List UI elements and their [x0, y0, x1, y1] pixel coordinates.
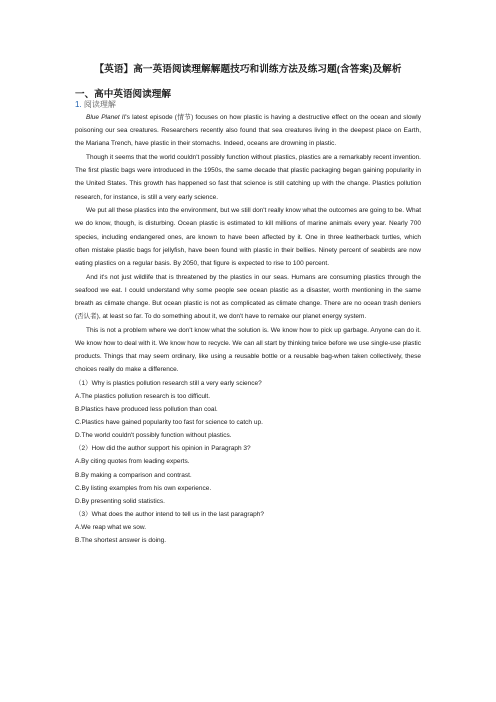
question-1-option-c: C.Plastics have gained popularity too fast for science to catch up.	[75, 418, 263, 426]
question-3-option-a: A.We reap what we sow.	[75, 524, 147, 532]
passage-paragraph-3: We put all these plastics into the environment, but we still don't really know what the outcomes are going to be. What we do know, though, is disturbing. Ocean plastic is estimated to kill millions of marine animals every year. Nearly 700 species, including endangered ones, are known to have been affected by it. One in three leatherback turtles, which often mistake plastic bags for jellyfish, have been found with plastic in their bellies. Ninety percent of seabirds are now eating plastics on a regular basis. By 2050, that figure is expected to rise to 100 percent.	[75, 207, 421, 267]
question-1-option-a: A.The plastics pollution research is too difficult.	[75, 392, 211, 400]
passage-paragraph-5: This is not a problem where we don't know what the solution is. We know how to pick up garbage. Anyone can do it. We know how to deal with it. We know how to recycle. We can all start by thinking twice before we use single-use plastic products. Things that may seem ordinary, like using a reusable bottle or a reusable bag-when taken collectively, these choices really do make a difference.	[75, 326, 421, 374]
question-2-stem: （2）How did the author support his opinion in Paragraph 3?	[75, 445, 251, 453]
question-1-stem: （1）Why is plastics pollution research still a very early science?	[75, 379, 262, 387]
subsection-heading	[75, 99, 116, 110]
subsection-number: 1.	[75, 100, 82, 109]
document-title: 【英语】高一英语阅读理解解题技巧和训练方法及练习题(含答案)及解析	[94, 64, 402, 75]
show-title: Blue Planet II	[86, 114, 126, 121]
document-body	[75, 111, 421, 548]
paragraph-text: 's latest episode (情节) focuses on how plastic is having a destructive effect on the ocean and slowly poisoning our sea creatures. Researchers recently also found that sea creatures living in the deepest place on Earth, the Mariana Trench, have plastic in their stomachs. Indeed, oceans are drowning in plastic.	[75, 114, 421, 148]
passage-paragraph-2: Though it seems that the world couldn't possibly function without plastics, plastics are a remarkably recent invention. The first plastic bags were introduced in the 1950s, the same decade that plastic packaging began gaining popularity in the United States. This growth has happened so fast that science is still catching up with the change. Plastics pollution research, for instance, is still a very early science.	[75, 154, 421, 201]
subsection-label: 阅读理解	[83, 100, 116, 109]
section-heading: 一、高中英语阅读理解	[75, 89, 171, 100]
question-2-option-b: B.By making a comparison and contrast.	[75, 471, 192, 479]
question-2-option-a: A.By citing quotes from leading experts.	[75, 458, 190, 466]
question-3-stem: （3）What does the author intend to tell us in the last paragraph?	[75, 511, 264, 519]
question-2-option-c: C.By listing examples from his own experience.	[75, 484, 212, 492]
question-1-option-d: D.The world couldn't possibly function without plastics.	[75, 432, 232, 440]
question-1-option-b: B.Plastics have produced less pollution than coal.	[75, 405, 218, 413]
question-2-option-d: D.By presenting solid statistics.	[75, 497, 165, 505]
passage-paragraph-1	[75, 111, 421, 150]
question-3-option-b: B.The shortest answer is doing.	[75, 537, 167, 545]
passage-paragraph-4: And it's not just wildlife that is threatened by the plastics in our seas. Humans are consuming plastics through the seafood we eat. I could understand why some people see ocean plastic as a disaster, worth mentioning in the same breath as climate change. But ocean plastic is not as complicated as climate change. There are no ocean trash deniers (否认者), at least so far. To do something about it, we don't have to remake our planet energy system.	[75, 273, 421, 321]
